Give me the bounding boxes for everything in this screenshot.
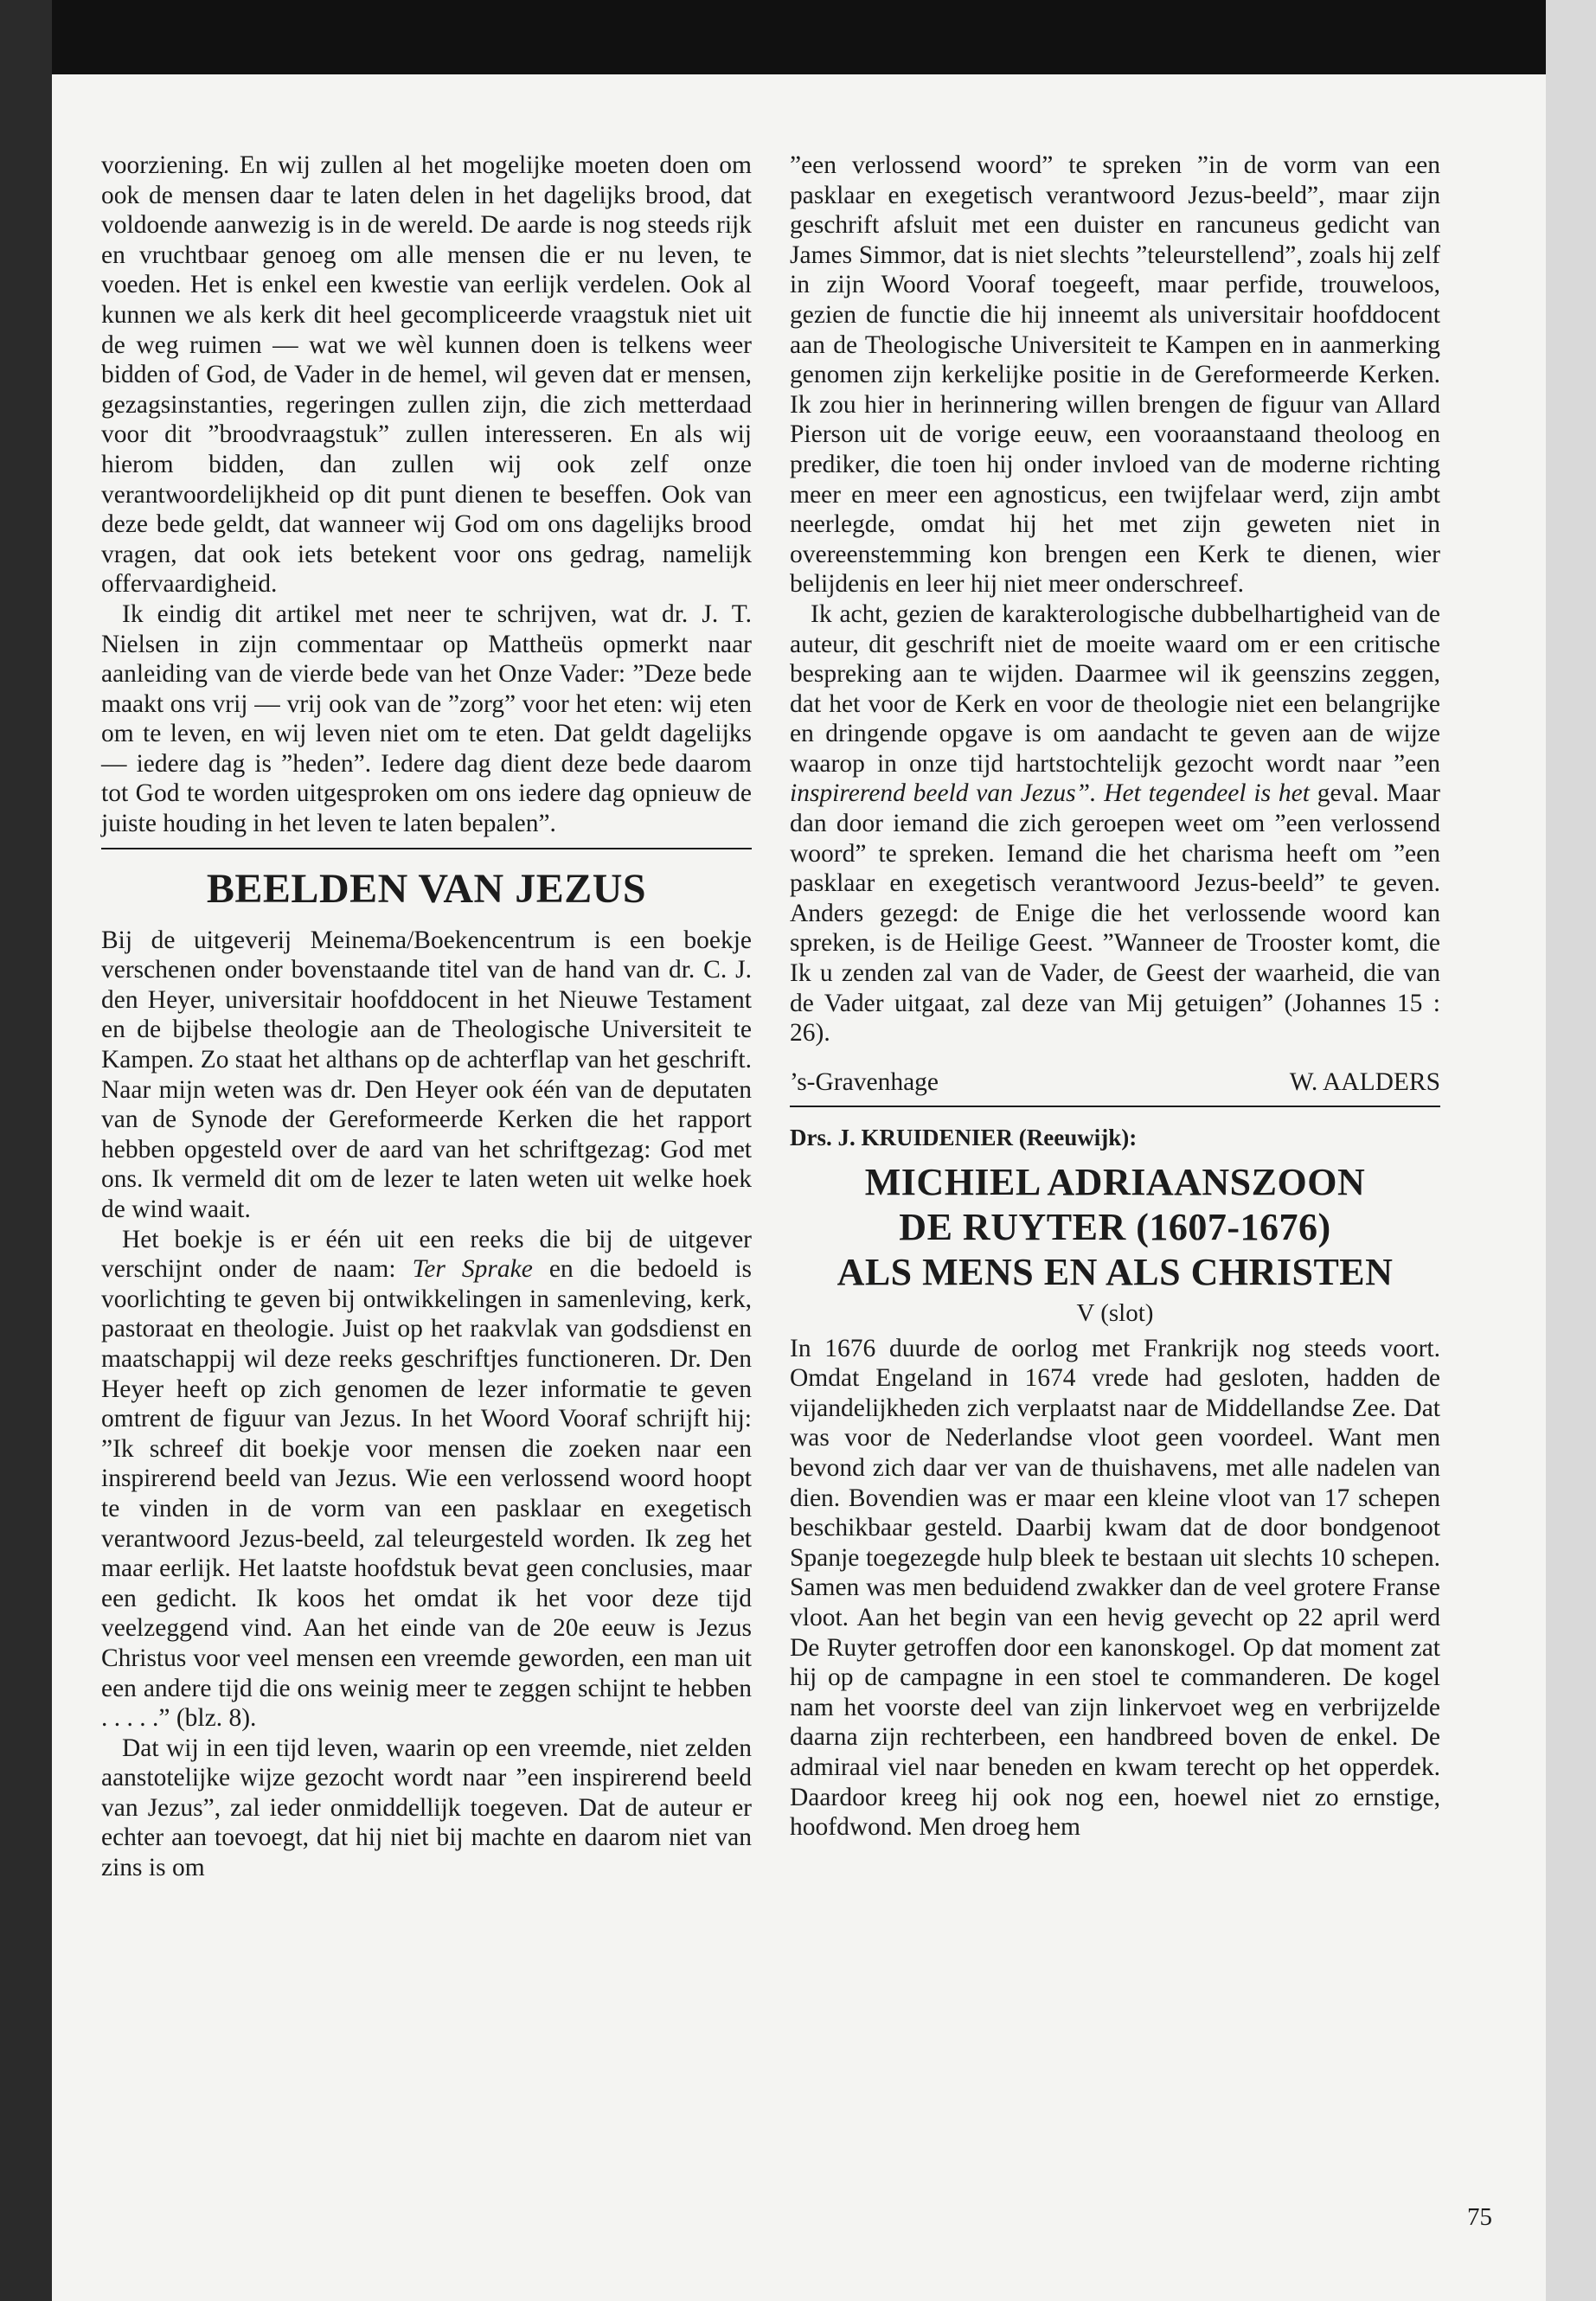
article-title-line: MICHIEL ADRIAANSZOON [864, 1161, 1366, 1203]
article-title-line: DE RUYTER (1607-1676) [899, 1206, 1331, 1248]
signoff-place: ’s-Gravenhage [790, 1067, 939, 1096]
paragraph: voorziening. En wij zullen al het mogelijke moeten doen om ook de mensen daar te laten delen in het dagelijks brood, dat voldoende aanwezig is in de wereld. De aarde is nog steeds rijk en vruchtbaar genoeg om alle mensen die er nu leven, te voeden. Het is enkel een kwestie van eerlijk verdelen. Ook al kunnen we als kerk dit heel gecompliceerde vraagstuk niet uit de weg ruimen — wat we wèl kunnen doen is telkens weer bidden of God, de Vader in de hemel, wil geven dat er mensen, gezagsinstanties, regeringen zullen zijn, die zich metterdaad voor dit ”broodvraagstuk” zullen interesseren. En als wij hierom bidden, dan zullen wij ook zelf onze verantwoordelijkheid op dit punt dienen te beseffen. Ook van deze bede geldt, dat wanneer wij God om ons dagelijks brood vragen, dat ook iets betekent voor ons gedrag, namelijk offervaardigheid. [101, 151, 752, 599]
paragraph-text: Het boekje is er één uit een reeks die bij de uitgever verschijnt onder de naam: [101, 1225, 752, 1284]
paragraph: Bij de uitgeverij Meinema/Boekencentrum is een boekje verschenen onder bovenstaande titel van de hand van dr. C. J. den Heyer, universitair hoofddocent in het Nieuwe Testament en de bijbelse theologie aan de Theologische Universiteit te Kampen. Zo staat het althans op de achterflap van het geschrift. Naar mijn weten was dr. Den Heyer ook één van de deputaten van de Synode der Gereformeerde Kerken die het rapport hebben opgesteld over de aard van het schriftgezag: God met ons. Ik vermeld dit om de lezer te laten weten uit welke hoek de wind waait. [101, 926, 752, 1223]
scan-top-border [0, 0, 1596, 74]
paragraph-text: geval. Maar dan door iemand die zich geroepen weet om ”een verlossend woord” te spreken. Iemand die het charisma heeft om ”een pasklaar en exegetisch verantwoord Jezus-beeld” te geven. Anders gezegd: de Enige die het verlossende woord kan spreken, is de Heilige Geest. ”Wanneer de Trooster komt, die Ik u zenden zal van de Vader, de Geest der waarheid, die van de Vader uitgaat, zal deze van Mij getuigen” (Johannes 15 : 26). [790, 779, 1441, 1048]
signoff [790, 1067, 1440, 1098]
series-title: Ter Sprake [412, 1255, 533, 1284]
paragraph-text: Ik eindig dit artikel met neer te schrijven, wat dr. J. T. Nielsen in zijn commentaar op Mattheüs opmerkt naar aanleiding van de vierde bede van het Onze Vader: ”Deze bede maakt ons vrij — vrij ook van de ”zorg” voor het eten: wij eten om te leven, en wij leven niet om te eten. Dat geldt dagelijks — iedere dag is ”heden”. Iedere dag dient deze bede daarom tot God te worden uitgesproken om ons iedere dag opnieuw de juiste houding in het leven te laten bepalen”. [101, 599, 752, 838]
signoff-author: W. AALDERS [1289, 1067, 1440, 1096]
scan-right-border [1546, 0, 1596, 2301]
right-column [790, 151, 1440, 1843]
magazine-page [52, 74, 1546, 2301]
article-title [790, 1160, 1440, 1295]
article-author: Drs. J. KRUIDENIER (Reeuwijk): [790, 1125, 1138, 1151]
paragraph [790, 599, 1440, 1048]
page-number: 75 [1467, 2203, 1492, 2231]
paragraph [101, 599, 752, 839]
italic-text: inspirerend beeld van Jezus”. Het tegendeel is het [790, 779, 1310, 808]
paragraph: Dat wij in een tijd leven, waarin op een vreemde, niet zelden aanstotelijke wijze gezocht wordt naar ”een inspirerend beeld van Jezus”, zal ieder onmiddellijk toegeven. Dat de auteur er echter aan toevoegt, dat hij niet bij machte en daarom niet van zins is om [101, 1734, 752, 1882]
section-divider [101, 848, 752, 849]
paragraph: In 1676 duurde de oorlog met Frankrijk nog steeds voort. Omdat Engeland in 1674 vrede had gesloten, hadden de vijandelijkheden zich verplaatst naar de Middellandse Zee. Dat was voor de Nederlandse vloot geen voordeel. Want men bevond zich daar ver van de thuishavens, met alle nadelen van dien. Bovendien was er maar een kleine vloot van 17 schepen beschikbaar gesteld. Daarbij kwam dat de door bondgenoot Spanje toegezegde hulp bleek te bestaan uit slechts 10 schepen. Samen was men beduidend zwakker dan de veel grotere Franse vloot. Aan het begin van een hevig gevecht op 22 april werd De Ruyter getroffen door een kanonskogel. Op dat moment zat hij op de campagne in een stoel te commanderen. De kogel nam het voorste deel van zijn linkervoet weg en verbrijzelde daarna zijn rechterbeen, een handbreed boven de enkel. De admiraal viel naar beneden en kwam terecht op het opperdek. Daardoor kreeg hij ook nog een, hoewel niet zo ernstige, hoofdwond. Men droeg hem [790, 1334, 1440, 1842]
paragraph-text: en die bedoeld is voorlichting te geven bij ontwikkelingen in samenleving, kerk, pastoraat en theologie. Juist op het raakvlak van godsdienst en maatschappij wil deze reeks geschriftjes functioneren. Dr. Den Heyer heeft op zich genomen de lezer informatie te geven omtrent de figuur van Jezus. In het Woord Vooraf schrijft hij: ”Ik schreef dit boekje voor mensen die zoeken naar een inspirerend beeld van Jezus. Wie een verlossend woord hoopt te vinden in de vorm van een pasklaar en exegetisch verantwoord Jezus-beeld, zal teleurgesteld worden. Ik zeg het maar eerlijk. Het laatste hoofdstuk bevat geen conclusies, maar een gedicht. Ik koos het omdat ik het voor deze tijd veelzeggend vind. Aan het einde van de 20e eeuw is Jezus Christus voor veel mensen een vreemde geworden, een man uit een andere tijd die ons weinig meer te zeggen schijnt te hebben . . . . .” (blz. 8). [101, 1255, 752, 1733]
paragraph-text: Ik acht, gezien de karakterologische dubbelhartigheid van de auteur, dit geschrift niet de moeite waard om er een critische bespreking aan te wijden. Daarmee wil ik geenszins zeggen, dat het voor de Kerk en voor de theologie niet een belangrijke en dringende opgave is om aandacht te geven aan de wijze waarop in onze tijd hartstochtelijk gezocht wordt naar ”een [790, 599, 1440, 778]
scan-left-border [0, 0, 52, 2301]
section-heading: BEELDEN VAN JEZUS [206, 865, 647, 912]
paragraph [101, 1225, 752, 1734]
left-column [101, 151, 752, 1883]
article-subtitle: V (slot) [1076, 1299, 1154, 1327]
article-title-line: ALS MENS EN ALS CHRISTEN [836, 1251, 1394, 1293]
paragraph: ”een verlossend woord” te spreken ”in de vorm van een pasklaar en exegetisch verantwoord Jezus-beeld”, maar zijn geschrift afsluit met een duister en rancuneus gedicht van James Simmor, dat is niet slechts ”teleurstellend”, zoals hij zelf in zijn Woord Vooraf toegeeft, maar perfide, trouweloos, gezien de functie die hij inneemt als universitair hoofddocent aan de Theologische Universiteit te Kampen en in aanmerking genomen zijn kerkelijke positie in de Gereformeerde Kerken. Ik zou hier in herinnering willen brengen de figuur van Allard Pierson uit de vorige eeuw, een vooraanstaand theoloog en prediker, die toen hij onder invloed van de moderne richting meer en meer een agnosticus, een twijfelaar werd, zijn ambt neerlegde, omdat hij het met zijn geweten niet in overeenstemming kon brengen een Kerk te dienen, wier belijdenis en leer hij niet meer onderschreef. [790, 151, 1440, 599]
section-divider [790, 1106, 1440, 1107]
